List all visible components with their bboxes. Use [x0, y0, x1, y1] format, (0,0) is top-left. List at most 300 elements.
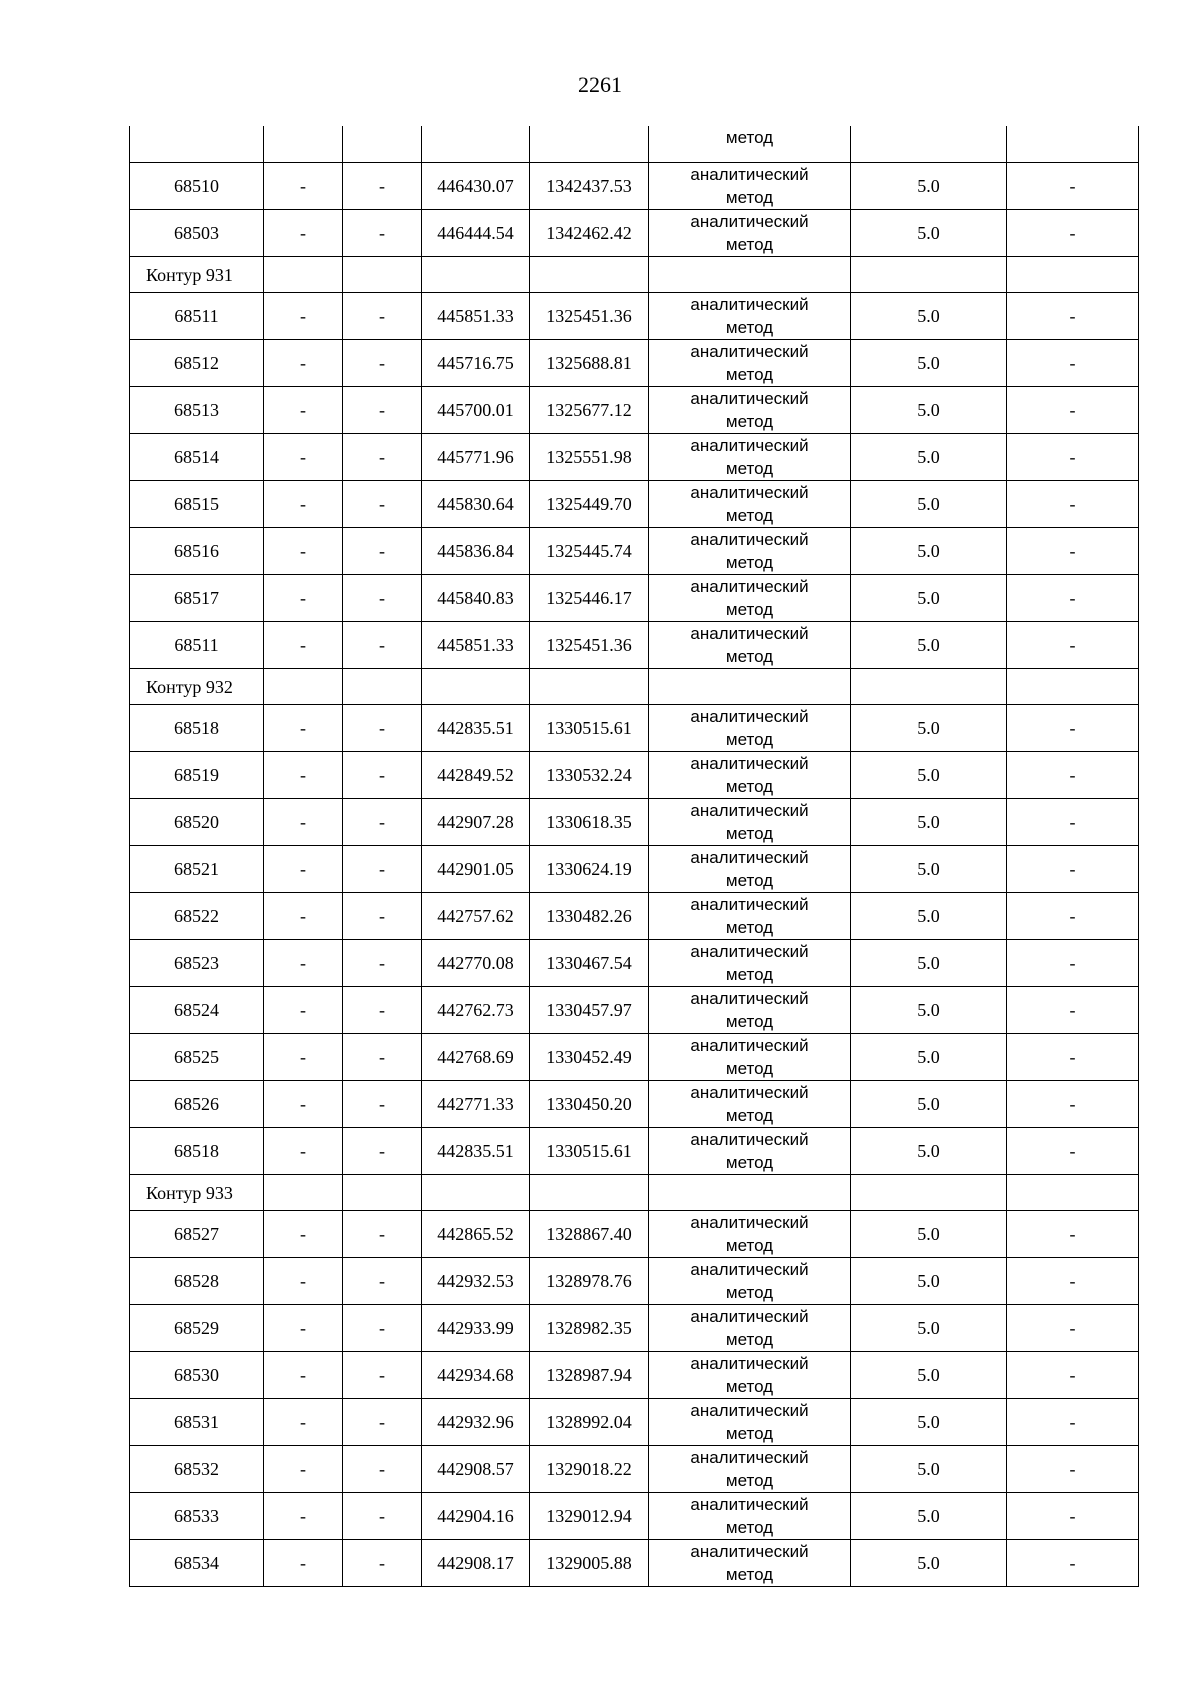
table-row — [130, 575, 1139, 622]
table-cell: - — [264, 1446, 343, 1493]
table-row — [130, 705, 1139, 752]
accuracy-cell: 5.0 — [851, 210, 1007, 257]
table-cell — [343, 1175, 422, 1211]
y-coordinate-cell: 1325449.70 — [530, 481, 649, 528]
table-cell — [264, 1175, 343, 1211]
accuracy-cell: 5.0 — [851, 434, 1007, 481]
point-number-cell: 68511 — [130, 293, 264, 340]
table-cell: - — [1007, 752, 1139, 799]
table-cell: - — [1007, 893, 1139, 940]
method-line-1: аналитический — [690, 1448, 809, 1467]
table-cell — [1007, 1175, 1139, 1211]
method-line-1: аналитический — [690, 1036, 809, 1055]
table-cell: - — [264, 1034, 343, 1081]
method-cell: метод — [649, 126, 851, 163]
table-cell — [649, 1175, 851, 1211]
x-coordinate-cell: 442762.73 — [422, 987, 530, 1034]
method-line-2: метод — [725, 1471, 774, 1490]
method-line-2: метод — [725, 965, 774, 984]
table-cell: - — [1007, 1128, 1139, 1175]
method-line-2: метод — [725, 188, 774, 207]
table-cell: - — [1007, 481, 1139, 528]
table-cell: - — [343, 705, 422, 752]
point-number-cell: 68524 — [130, 987, 264, 1034]
method-cell — [649, 705, 851, 752]
accuracy-cell: 5.0 — [851, 1493, 1007, 1540]
table-cell: - — [343, 1128, 422, 1175]
table-cell — [851, 257, 1007, 293]
contour-header-row — [130, 257, 1139, 293]
method-line-2: метод — [725, 235, 774, 254]
method-cell — [649, 1446, 851, 1493]
table-cell — [530, 1175, 649, 1211]
table-cell: - — [343, 434, 422, 481]
point-number-cell: 68517 — [130, 575, 264, 622]
method-line-2: метод — [725, 365, 774, 384]
point-number-cell: 68530 — [130, 1352, 264, 1399]
table-row — [130, 1493, 1139, 1540]
x-coordinate-cell: 442901.05 — [422, 846, 530, 893]
table-cell: - — [1007, 210, 1139, 257]
table-cell — [851, 669, 1007, 705]
x-coordinate-cell: 445700.01 — [422, 387, 530, 434]
y-coordinate-cell: 1330482.26 — [530, 893, 649, 940]
table-cell: - — [1007, 293, 1139, 340]
method-line-1: аналитический — [690, 624, 809, 643]
y-coordinate-cell: 1328982.35 — [530, 1305, 649, 1352]
x-coordinate-cell: 442771.33 — [422, 1081, 530, 1128]
accuracy-cell: 5.0 — [851, 575, 1007, 622]
table-cell: - — [343, 799, 422, 846]
table-cell — [530, 669, 649, 705]
table-cell: - — [343, 1352, 422, 1399]
table-cell: - — [343, 575, 422, 622]
method-line-1: аналитический — [690, 1083, 809, 1102]
y-coordinate-cell: 1330618.35 — [530, 799, 649, 846]
y-coordinate-cell: 1325451.36 — [530, 622, 649, 669]
table-cell: - — [264, 1081, 343, 1128]
table-cell: - — [264, 163, 343, 210]
table-cell: - — [264, 1399, 343, 1446]
method-cell — [649, 1493, 851, 1540]
method-line-1: аналитический — [690, 1130, 809, 1149]
accuracy-cell: 5.0 — [851, 1305, 1007, 1352]
y-coordinate-cell: 1330515.61 — [530, 1128, 649, 1175]
y-coordinate-cell: 1328987.94 — [530, 1352, 649, 1399]
table-cell: - — [1007, 705, 1139, 752]
table-cell: - — [264, 622, 343, 669]
x-coordinate-cell: 442908.17 — [422, 1540, 530, 1587]
method-line-2: метод — [725, 1283, 774, 1302]
accuracy-cell: 5.0 — [851, 387, 1007, 434]
table-cell — [1007, 257, 1139, 293]
method-cell — [649, 893, 851, 940]
point-number-cell: 68527 — [130, 1211, 264, 1258]
table-cell — [264, 669, 343, 705]
table-cell: - — [1007, 1305, 1139, 1352]
method-line-2: метод — [725, 824, 774, 843]
table-row — [130, 1305, 1139, 1352]
method-cell — [649, 387, 851, 434]
method-line-1: аналитический — [690, 1260, 809, 1279]
method-cell — [649, 1081, 851, 1128]
point-number-cell: 68522 — [130, 893, 264, 940]
method-line-2: метод — [725, 506, 774, 525]
method-line-1: аналитический — [690, 483, 809, 502]
x-coordinate-cell: 442770.08 — [422, 940, 530, 987]
table-cell: - — [1007, 528, 1139, 575]
method-cell — [649, 1399, 851, 1446]
method-cell — [649, 481, 851, 528]
table-cell: - — [1007, 163, 1139, 210]
table-cell: - — [343, 1446, 422, 1493]
table-cell: - — [343, 622, 422, 669]
method-line-2: метод — [725, 1518, 774, 1537]
table-cell — [422, 1175, 530, 1211]
table-row — [130, 1352, 1139, 1399]
table-cell — [422, 257, 530, 293]
method-cell — [649, 575, 851, 622]
method-cell — [649, 434, 851, 481]
point-number-cell: 68533 — [130, 1493, 264, 1540]
x-coordinate-cell: 446430.07 — [422, 163, 530, 210]
table-row — [130, 1446, 1139, 1493]
method-line-2: метод — [725, 412, 774, 431]
point-number-cell: 68503 — [130, 210, 264, 257]
accuracy-cell: 5.0 — [851, 340, 1007, 387]
table-row — [130, 163, 1139, 210]
table-cell: - — [264, 893, 343, 940]
table-row — [130, 1034, 1139, 1081]
accuracy-cell: 5.0 — [851, 1540, 1007, 1587]
table-cell: - — [1007, 846, 1139, 893]
table-cell: - — [343, 893, 422, 940]
accuracy-cell: 5.0 — [851, 163, 1007, 210]
method-line-1: аналитический — [690, 389, 809, 408]
method-cell — [649, 1034, 851, 1081]
y-coordinate-cell: 1330515.61 — [530, 705, 649, 752]
x-coordinate-cell: 442768.69 — [422, 1034, 530, 1081]
table-cell: - — [343, 163, 422, 210]
x-coordinate-cell: 442908.57 — [422, 1446, 530, 1493]
point-number-cell: 68529 — [130, 1305, 264, 1352]
method-cell — [649, 940, 851, 987]
method-line-1: аналитический — [690, 1495, 809, 1514]
table-cell: - — [1007, 1081, 1139, 1128]
table-cell — [649, 669, 851, 705]
x-coordinate-cell: 446444.54 — [422, 210, 530, 257]
table-cell — [851, 1175, 1007, 1211]
method-line-2: метод — [725, 318, 774, 337]
table-row — [130, 1128, 1139, 1175]
table-row — [130, 210, 1139, 257]
table-cell — [264, 126, 343, 163]
y-coordinate-cell: 1330452.49 — [530, 1034, 649, 1081]
table-cell — [422, 669, 530, 705]
table-cell — [851, 126, 1007, 163]
method-line-1: аналитический — [690, 342, 809, 361]
table-cell: - — [264, 340, 343, 387]
contour-header-row — [130, 1175, 1139, 1211]
y-coordinate-cell: 1330450.20 — [530, 1081, 649, 1128]
point-number-cell: 68532 — [130, 1446, 264, 1493]
method-line-1: аналитический — [690, 530, 809, 549]
table-cell: - — [1007, 1399, 1139, 1446]
x-coordinate-cell: 442904.16 — [422, 1493, 530, 1540]
table-cell: - — [264, 1352, 343, 1399]
point-number-cell: 68520 — [130, 799, 264, 846]
method-line-1: аналитический — [690, 754, 809, 773]
table-cell: - — [264, 210, 343, 257]
accuracy-cell: 5.0 — [851, 1081, 1007, 1128]
table-cell: - — [343, 940, 422, 987]
table-cell: - — [343, 210, 422, 257]
x-coordinate-cell: 442932.96 — [422, 1399, 530, 1446]
page-number: 2261 — [578, 72, 622, 97]
method-line-2: метод — [725, 1153, 774, 1172]
table-cell — [343, 257, 422, 293]
table-cell: - — [264, 940, 343, 987]
method-cell — [649, 1352, 851, 1399]
point-number-cell: 68513 — [130, 387, 264, 434]
accuracy-cell: 5.0 — [851, 893, 1007, 940]
accuracy-cell: 5.0 — [851, 293, 1007, 340]
table-cell: - — [264, 987, 343, 1034]
y-coordinate-cell: 1328992.04 — [530, 1399, 649, 1446]
contour-label: Контур 932 — [130, 669, 264, 705]
method-line-1: аналитический — [690, 848, 809, 867]
method-line-1: аналитический — [690, 212, 809, 231]
y-coordinate-cell: 1328978.76 — [530, 1258, 649, 1305]
table-cell: - — [343, 1540, 422, 1587]
point-number-cell: 68516 — [130, 528, 264, 575]
table-cell: - — [343, 987, 422, 1034]
table-cell: - — [343, 293, 422, 340]
accuracy-cell: 5.0 — [851, 1211, 1007, 1258]
method-cell — [649, 293, 851, 340]
method-line-2: метод — [725, 600, 774, 619]
x-coordinate-cell: 442932.53 — [422, 1258, 530, 1305]
table-cell — [649, 257, 851, 293]
table-cell: - — [1007, 622, 1139, 669]
table-cell: - — [1007, 799, 1139, 846]
table-cell: - — [1007, 434, 1139, 481]
method-line-1: аналитический — [690, 1354, 809, 1373]
table-cell: - — [264, 1305, 343, 1352]
table-row — [130, 481, 1139, 528]
table-row — [130, 846, 1139, 893]
point-number-cell: 68525 — [130, 1034, 264, 1081]
table-row — [130, 340, 1139, 387]
method-line-2: метод — [725, 1012, 774, 1031]
table-row — [130, 622, 1139, 669]
x-coordinate-cell: 445851.33 — [422, 622, 530, 669]
table-cell: - — [343, 1034, 422, 1081]
table-cell: - — [343, 1258, 422, 1305]
method-line-2: метод — [725, 553, 774, 572]
table-cell: - — [1007, 387, 1139, 434]
x-coordinate-cell: 442835.51 — [422, 705, 530, 752]
table-cell: - — [264, 481, 343, 528]
table-row — [130, 940, 1139, 987]
y-coordinate-cell: 1330532.24 — [530, 752, 649, 799]
table-cell: - — [264, 1211, 343, 1258]
x-coordinate-cell: 445771.96 — [422, 434, 530, 481]
method-line-1: аналитический — [690, 577, 809, 596]
method-line-1: аналитический — [690, 165, 809, 184]
method-line-1: аналитический — [690, 436, 809, 455]
method-line-2: метод — [725, 918, 774, 937]
method-line-1: аналитический — [690, 801, 809, 820]
table-cell: - — [1007, 1446, 1139, 1493]
x-coordinate-cell: 445836.84 — [422, 528, 530, 575]
x-coordinate-cell: 442934.68 — [422, 1352, 530, 1399]
table-cell: - — [343, 528, 422, 575]
point-number-cell: 68518 — [130, 1128, 264, 1175]
method-line-2: метод — [725, 777, 774, 796]
method-cell — [649, 1540, 851, 1587]
method-line-1: аналитический — [690, 1213, 809, 1232]
table-row — [130, 799, 1139, 846]
y-coordinate-cell: 1329018.22 — [530, 1446, 649, 1493]
table-row — [130, 434, 1139, 481]
table-cell: - — [343, 387, 422, 434]
method-cell — [649, 340, 851, 387]
point-number-cell: 68518 — [130, 705, 264, 752]
method-line-2: метод — [725, 1059, 774, 1078]
table-cell: - — [343, 1399, 422, 1446]
method-cell — [649, 528, 851, 575]
table-row — [130, 1399, 1139, 1446]
method-line-2: метод — [725, 730, 774, 749]
y-coordinate-cell: 1325688.81 — [530, 340, 649, 387]
table-row — [130, 1540, 1139, 1587]
table-cell: - — [1007, 1258, 1139, 1305]
table-cell: - — [264, 799, 343, 846]
point-number-cell: 68519 — [130, 752, 264, 799]
method-line-1: аналитический — [690, 1542, 809, 1561]
method-line-1: аналитический — [690, 707, 809, 726]
table-cell: - — [264, 1258, 343, 1305]
method-cell — [649, 987, 851, 1034]
y-coordinate-cell: 1330467.54 — [530, 940, 649, 987]
table-cell — [343, 669, 422, 705]
method-line-2: метод — [725, 1377, 774, 1396]
accuracy-cell: 5.0 — [851, 705, 1007, 752]
y-coordinate-cell: 1325551.98 — [530, 434, 649, 481]
table-cell: - — [1007, 1034, 1139, 1081]
method-cell — [649, 622, 851, 669]
contour-header-row — [130, 669, 1139, 705]
point-number-cell: 68534 — [130, 1540, 264, 1587]
table-cell: - — [264, 528, 343, 575]
y-coordinate-cell: 1342437.53 — [530, 163, 649, 210]
x-coordinate-cell: 442849.52 — [422, 752, 530, 799]
table-cell — [530, 126, 649, 163]
coordinates-table — [129, 126, 1139, 1587]
y-coordinate-cell: 1325446.17 — [530, 575, 649, 622]
method-line-2: метод — [725, 1565, 774, 1584]
y-coordinate-cell: 1325677.12 — [530, 387, 649, 434]
method-line-1: аналитический — [690, 895, 809, 914]
point-number-cell: 68515 — [130, 481, 264, 528]
table-cell — [343, 126, 422, 163]
method-line-1: аналитический — [690, 989, 809, 1008]
accuracy-cell: 5.0 — [851, 1446, 1007, 1493]
method-cell — [649, 210, 851, 257]
table-cell: - — [1007, 987, 1139, 1034]
method-line-1: аналитический — [690, 1401, 809, 1420]
table-cell: - — [1007, 1352, 1139, 1399]
table-cell: - — [264, 1128, 343, 1175]
method-cell — [649, 163, 851, 210]
contour-label: Контур 931 — [130, 257, 264, 293]
x-coordinate-cell: 442907.28 — [422, 799, 530, 846]
table-cell — [264, 257, 343, 293]
x-coordinate-cell: 445851.33 — [422, 293, 530, 340]
method-cell — [649, 1128, 851, 1175]
method-line-2: метод — [725, 1106, 774, 1125]
method-line-1: аналитический — [690, 1307, 809, 1326]
x-coordinate-cell: 445716.75 — [422, 340, 530, 387]
table-row — [130, 987, 1139, 1034]
table-cell: - — [1007, 575, 1139, 622]
table-cell — [130, 126, 264, 163]
y-coordinate-cell: 1330457.97 — [530, 987, 649, 1034]
point-number-cell: 68528 — [130, 1258, 264, 1305]
x-coordinate-cell: 442835.51 — [422, 1128, 530, 1175]
table-cell: - — [264, 293, 343, 340]
table-row — [130, 1258, 1139, 1305]
y-coordinate-cell: 1325451.36 — [530, 293, 649, 340]
x-coordinate-cell: 445830.64 — [422, 481, 530, 528]
table-cell — [1007, 126, 1139, 163]
table-cell: - — [1007, 1211, 1139, 1258]
point-number-cell: 68514 — [130, 434, 264, 481]
accuracy-cell: 5.0 — [851, 752, 1007, 799]
table-cell: - — [343, 340, 422, 387]
accuracy-cell: 5.0 — [851, 1128, 1007, 1175]
method-line-2: метод — [725, 459, 774, 478]
method-cell — [649, 1258, 851, 1305]
table-row — [130, 528, 1139, 575]
table-cell: - — [343, 752, 422, 799]
accuracy-cell: 5.0 — [851, 987, 1007, 1034]
y-coordinate-cell: 1330624.19 — [530, 846, 649, 893]
y-coordinate-cell: 1325445.74 — [530, 528, 649, 575]
table-cell: - — [1007, 1540, 1139, 1587]
table-cell: - — [1007, 940, 1139, 987]
table-cell: - — [343, 1211, 422, 1258]
table-cell: - — [264, 846, 343, 893]
point-number-cell: 68512 — [130, 340, 264, 387]
table-cell: - — [264, 1493, 343, 1540]
method-cell — [649, 846, 851, 893]
point-number-cell: 68531 — [130, 1399, 264, 1446]
accuracy-cell: 5.0 — [851, 940, 1007, 987]
accuracy-cell: 5.0 — [851, 622, 1007, 669]
table-row — [130, 387, 1139, 434]
x-coordinate-cell: 445840.83 — [422, 575, 530, 622]
method-line-2: метод — [725, 871, 774, 890]
table-cell — [1007, 669, 1139, 705]
table-cell: - — [343, 1081, 422, 1128]
method-line-2: метод — [725, 1236, 774, 1255]
table-cell: - — [264, 387, 343, 434]
table-row — [130, 1211, 1139, 1258]
table-cell: - — [264, 575, 343, 622]
table-cell: - — [343, 846, 422, 893]
